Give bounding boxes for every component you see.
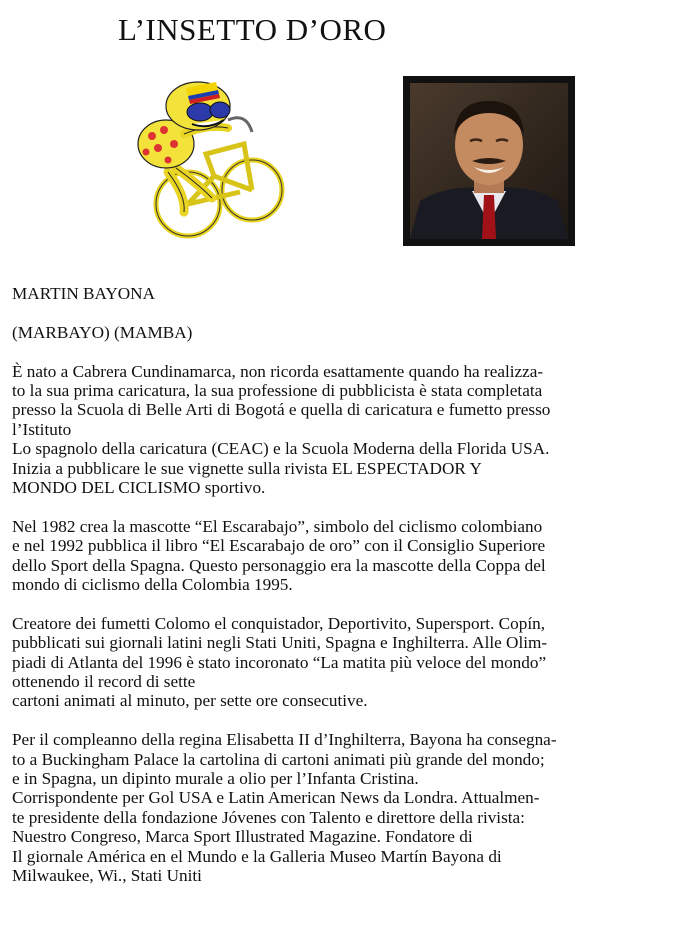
text-line: mondo di ciclismo della Colombia 1995. [12,575,293,595]
text-line: Corrispondente per Gol USA e Latin American News da Londra. Attualmen- [12,788,540,808]
text-line: te presidente della fondazione Jóvenes con Talento e direttore della rivista: [12,807,525,827]
text-line: Per il compleanno della regina Elisabetta II d’Inghilterra, Bayona ha consegna- [12,730,557,750]
text-line: Nuestro Congreso, Marca Sport Illustrated Magazine. Fondatore di [12,827,473,847]
text-line: l’Istituto [12,419,72,439]
text-line: presso la Scuola di Belle Arti di Bogotá e quella di caricatura e fumetto presso [12,400,551,420]
author-aliases: (MARBAYO) (MAMBA) [12,322,193,342]
text-line: dello Sport della Spagna. Questo personaggio era la mascotte della Coppa del [12,555,546,575]
text-line: Nel 1982 crea la mascotte “El Escarabajo”, simbolo del ciclismo colombiano [12,516,543,536]
page-title: L’INSETTO D’ORO [118,12,387,47]
paragraph-4 [12,730,662,885]
paragraph-2 [12,517,662,595]
biography-text [12,284,662,886]
text-line: MONDO DEL CICLISMO sportivo. [12,478,266,498]
text-line: Il giornale América en el Mundo e la Galleria Museo Martín Bayona di [12,846,502,866]
paragraph-1 [12,362,662,498]
text-line: Lo spagnolo della caricatura (CEAC) e la Scuola Moderna della Florida USA. [12,439,550,459]
cyclist-cartoon-icon [128,72,288,244]
author-name: MARTIN BAYONA [12,284,156,303]
text-line: to la sua prima caricatura, la sua professione di pubblicista è stata completata [12,381,543,400]
text-line: e nel 1992 pubblica il libro “El Escarabajo de oro” con il Consiglio Superiore [12,536,546,556]
text-line: to a Buckingham Palace la cartolina di cartoni animati più grande del mondo; [12,749,545,769]
text-line: piadi di Atlanta del 1996 è stato incoronato “La matita più veloce del mondo” [12,652,547,672]
text-line: Creatore dei fumetti Colomo el conquistador, Deportivito, Supersport. Copín, [12,613,545,633]
text-line: ottenendo il record di sette [12,672,196,692]
text-line: cartoni animati al minuto, per sette ore consecutive. [12,691,368,711]
portrait-photo [403,76,575,246]
text-line: È nato a Cabrera Cundinamarca, non ricorda esattamente quando ha realizza- [12,361,544,381]
text-line: pubblicati sui giornali latini negli Stati Uniti, Spagna e Inghilterra. Alle Olim- [12,633,548,653]
text-line: Milwaukee, Wi., Stati Uniti [12,866,202,886]
text-line: e in Spagna, un dipinto murale a olio per l’Infanta Cristina. [12,769,419,789]
text-line: Inizia a pubblicare le sue vignette sulla rivista EL ESPECTADOR Y [12,458,482,478]
paragraph-3 [12,614,662,711]
